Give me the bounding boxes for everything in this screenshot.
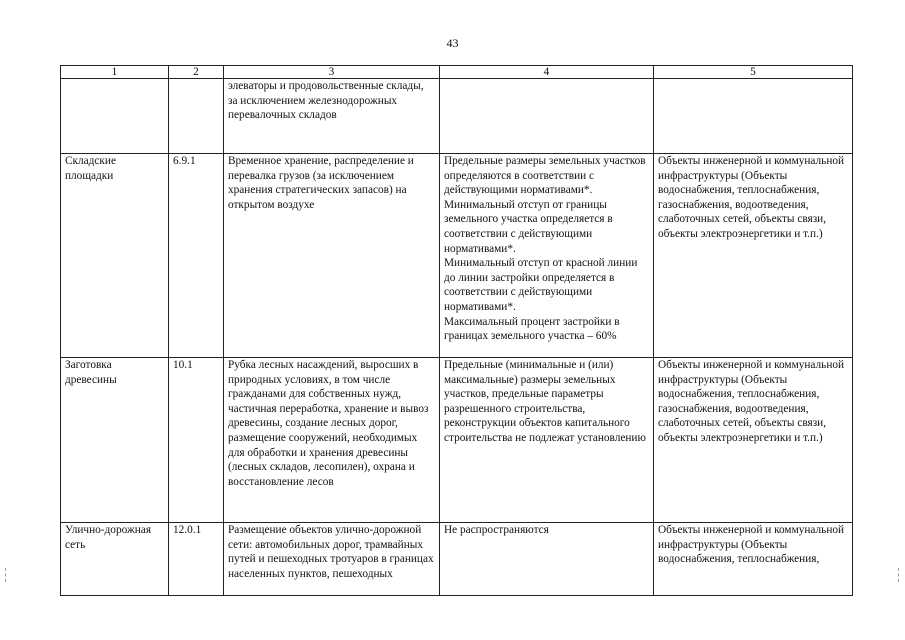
parameters-cell — [440, 358, 654, 523]
parameters-cell — [440, 79, 654, 154]
table-row — [61, 154, 853, 358]
use-code-cell: 10.1 — [169, 358, 224, 523]
parameter-text: Максимальный процент застройки в границах земельного участка – 60% — [444, 315, 620, 343]
use-name-cell — [61, 79, 169, 154]
parameter-text: Предельные размеры земельных участков определяются в соответствии с действующими нормативами*. — [444, 155, 646, 197]
parameter-text: Не распространяются — [444, 524, 549, 536]
use-code-cell — [169, 79, 224, 154]
land-use-table — [60, 65, 853, 596]
table-row — [61, 523, 853, 596]
table-row — [61, 358, 853, 523]
parameters-cell — [440, 154, 654, 358]
use-description-cell: Размещение объектов улично-дорожной сети: автомобильных дорог, трамвайных путей и пешеходных тротуаров в границах населенных пунктов, пешеходных — [224, 523, 440, 596]
use-name-cell: Улично-дорожная сеть — [61, 523, 169, 596]
column-header: 1 — [61, 66, 169, 79]
use-description-cell: элеваторы и продовольственные склады, за исключением железнодорожных перевалочных складов — [224, 79, 440, 154]
column-header: 4 — [440, 66, 654, 79]
use-description-cell: Временное хранение, распределение и перевалка грузов (за исключением хранения стратегических запасов) на открытом воздухе — [224, 154, 440, 358]
use-code-cell: 6.9.1 — [169, 154, 224, 358]
parameter-text: Предельные (минимальные и (или) максимальные) размеры земельных участков, предельные параметры разрешенного строительства, реконструкции объектов капитального строительства не подлежат установлению — [444, 359, 646, 444]
page-number: 43 — [446, 36, 459, 50]
table-row — [61, 79, 853, 154]
use-name-cell: Заготовка древесины — [61, 358, 169, 523]
column-header: 2 — [169, 66, 224, 79]
engineering-cell — [654, 79, 853, 154]
parameter-text: Минимальный отступ от границы земельного участка определяется в соответствии с действующими нормативами*. — [444, 198, 613, 255]
engineering-cell: Объекты инженерной и коммунальной инфраструктуры (Объекты водоснабжения, теплоснабжения, газоснабжения, водоотведения, слаботочных сетей, объекты связи, объекты электроэнергетики и т.п.) — [654, 358, 853, 523]
parameters-cell — [440, 523, 654, 596]
use-name-cell: Складские площадки — [61, 154, 169, 358]
table-header-row — [61, 66, 853, 79]
column-header: 3 — [224, 66, 440, 79]
parameter-text: Минимальный отступ от красной линии до линии застройки определяется в соответствии с действующими нормативами*. — [444, 257, 638, 313]
engineering-cell: Объекты инженерной и коммунальной инфраструктуры (Объекты водоснабжения, теплоснабжения, — [654, 523, 853, 596]
column-header: 5 — [654, 66, 853, 79]
scan-edge-mark-left — [5, 568, 8, 582]
use-code-cell: 12.0.1 — [169, 523, 224, 596]
engineering-cell: Объекты инженерной и коммунальной инфраструктуры (Объекты водоснабжения, теплоснабжения, газоснабжения, водоотведения, слаботочных сетей, объекты связи, объекты электроэнергетики и т.п.) — [654, 154, 853, 358]
scan-edge-mark-right — [898, 568, 901, 582]
use-description-cell: Рубка лесных насаждений, выросших в природных условиях, в том числе гражданами для собственных нужд, частичная переработка, хранение и вывоз древесины, создание лесных дорог, размещение сооружений, необходимых для обработки и хранения древесины (лесных складов, лесопилен), охрана и восстановление лесов — [224, 358, 440, 523]
